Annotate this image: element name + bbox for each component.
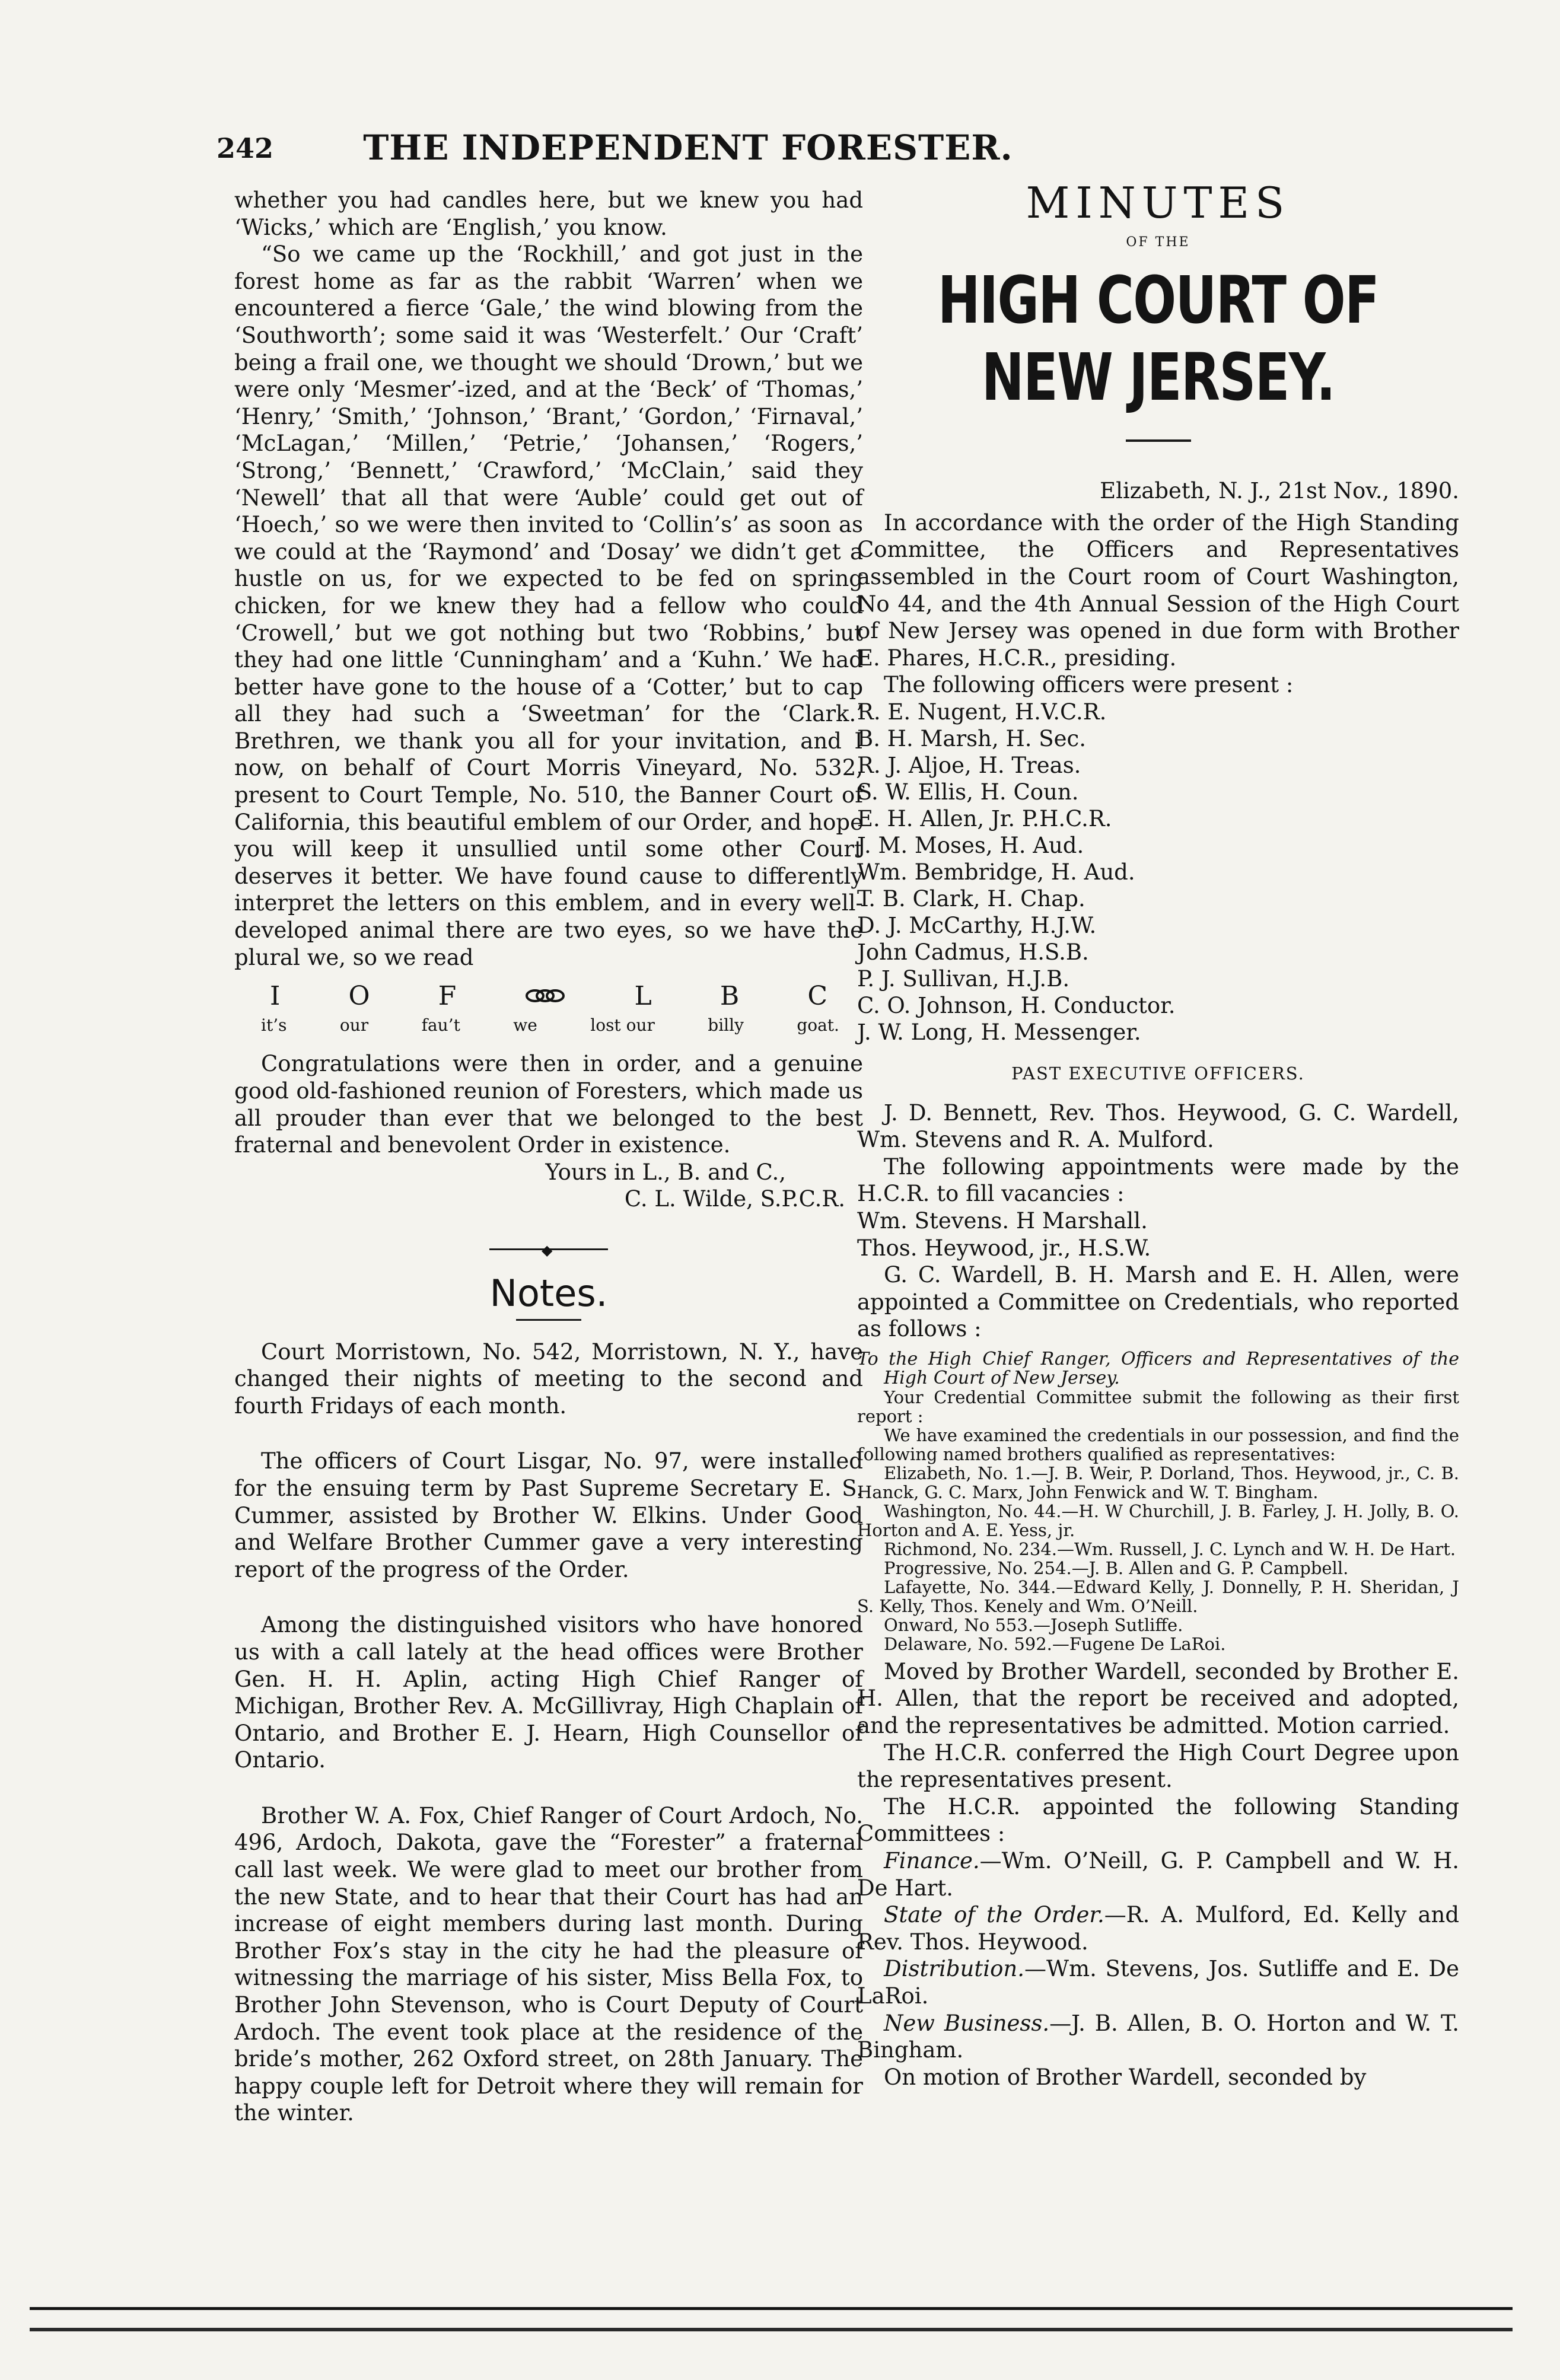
officer-entry: D. J. McCarthy, H.J.W. [857, 912, 1097, 938]
spacer [234, 1583, 863, 1611]
officer-entry: E. H. Allen, Jr. P.H.C.R. [857, 805, 1112, 831]
motto-word: it’s [261, 1015, 287, 1035]
motto-word: lost our [590, 1015, 655, 1035]
motion-paragraph: Moved by Brother Wardell, seconded by Brother E. H. Allen, that the report be received and adopted, and the representatives be admitted. Motion carried. [857, 1658, 1459, 1739]
officer-entry: J. W. Long, H. Messenger. [857, 1019, 1141, 1045]
committee-members: —Wm. Stevens, Jos. Sutliffe and E. De LaRoi. [857, 1956, 1459, 2009]
officer-entry: R. J. Aljoe, H. Treas. [857, 752, 1081, 778]
motto-words [234, 1012, 863, 1039]
report-line: Lafayette, No. 344.—Edward Kelly, J. Donnelly, P. H. Sheridan, J S. Kelly, Thos. Kenely and Wm. O’Neill. [857, 1576, 1459, 1616]
dateline: Elizabeth, N. J., 21st Nov., 1890. [1100, 478, 1459, 504]
of-the-label: OF THE [1126, 234, 1190, 250]
committee-entry [857, 1955, 1459, 2009]
appointment-entry: Thos. Heywood, jr., H.S.W. [857, 1235, 1151, 1261]
motto-word: fau’t [421, 1015, 460, 1035]
committee-name: Distribution. [884, 1956, 1024, 1982]
credentials-report [857, 1388, 1459, 1653]
closing-paragraph: Congratulations were then in order, and a genuine good old-fashioned reunion of Foresters, which made us all prouder than ever that we belonged to the best fraternal and benevolent Order in existence. [234, 1051, 863, 1158]
left-column [234, 187, 863, 2127]
page-number: 242 [217, 132, 274, 164]
past-officers: J. D. Bennett, Rev. Thos. Heywood, G. C. Wardell, Wm. Stevens and R. A. Mulford. [857, 1100, 1459, 1153]
committee-name: State of the Order. [884, 1902, 1104, 1928]
officer-entry: Wm. Bembridge, H. Aud. [857, 859, 1135, 885]
ornamental-divider [489, 1248, 608, 1250]
motto-letter: B [719, 981, 740, 1012]
committee-entry [857, 1847, 1459, 1901]
report-line: Richmond, No. 234.—Wm. Russell, J. C. Lynch and W. H. De Hart. [884, 1538, 1456, 1559]
motto-letter: I [270, 981, 281, 1012]
appointments-intro: The following appointments were made by the H.C.R. to fill vacancies : [857, 1154, 1459, 1207]
minutes-heading: MINUTES [1026, 178, 1291, 228]
committee-entry [857, 2010, 1459, 2064]
motto-word: billy [708, 1015, 744, 1035]
motto-word: our [339, 1015, 369, 1035]
notes-heading: Notes. [489, 1271, 608, 1315]
motto-letter: O [348, 981, 370, 1012]
committee-members: —Wm. O’Neill, G. P. Campbell and W. H. De Hart. [857, 1848, 1459, 1901]
note-paragraph: Court Morristown, No. 542, Morristown, N. Y., have changed their nights of meeting to the second and fourth Fridays of each month. [234, 1339, 863, 1419]
standing-intro: The H.C.R. appointed the following Standing Committees : [857, 1793, 1459, 1847]
committee-name: New Business. [884, 2010, 1050, 2036]
motto-letters [234, 983, 863, 1012]
spacer [234, 1774, 863, 1802]
past-officers-heading: PAST EXECUTIVE OFFICERS. [1011, 1063, 1305, 1084]
divider [516, 1319, 581, 1321]
officer-entry: B. H. Marsh, H. Sec. [857, 725, 1086, 751]
motto-word: we [513, 1015, 537, 1035]
valediction: Yours in L., B. and C., [545, 1159, 786, 1185]
three-links-emblem-icon [524, 983, 566, 1012]
motto-letter: L [634, 981, 652, 1012]
appointment-entry: Wm. Stevens. H Marshall. [857, 1207, 1148, 1234]
report-address: To the High Chief Ranger, Officers and Representatives of the High Court of New Jersey. [857, 1348, 1459, 1388]
committee-name: Finance. [884, 1848, 980, 1874]
committee-members: —J. B. Allen, B. O. Horton and W. T. Bingham. [857, 2010, 1459, 2063]
journal-title: THE INDEPENDENT FORESTER. [363, 128, 1013, 168]
credentials-committee: G. C. Wardell, B. H. Marsh and E. H. Allen, were appointed a Committee on Credentials, who reported as follows : [857, 1262, 1459, 1342]
committee-entry [857, 1901, 1459, 1955]
right-column [857, 178, 1460, 2091]
report-line: Elizabeth, No. 1.—J. B. Weir, P. Dorland, Thos. Heywood, jr., C. B. Hanck, G. C. Marx, John Fenwick and W. T. Bingham. [857, 1463, 1459, 1502]
officer-entry: J. M. Moses, H. Aud. [857, 832, 1084, 858]
report-line: Delaware, No. 592.—Fugene De LaRoi. [884, 1633, 1226, 1654]
spacer [234, 1419, 863, 1448]
report-line: Washington, No. 44.—H. W Churchill, J. B. Farley, J. H. Jolly, B. O. Horton and A. E. Yess, jr. [857, 1500, 1459, 1540]
divider [1126, 439, 1191, 442]
note-paragraph: Brother W. A. Fox, Chief Ranger of Court Ardoch, No. 496, Ardoch, Dakota, gave the “Forester” a fraternal call last week. We were glad to meet our brother from the new State, and to hear that their Court has had an increase of eight members during last month. During Brother Fox’s stay in the city he had the pleasure of witnessing the marriage of his sister, Miss Bella Fox, to Brother John Stevenson, who is Court Deputy of Court Ardoch. The event took place at the residence of the bride’s mother, 262 Oxford street, on 28th January. The happy couple left for Detroit where they will remain for the winter. [234, 1802, 863, 2126]
report-line: Progressive, No. 254.—J. B. Allen and G. P. Campbell. [884, 1557, 1349, 1578]
final-line: On motion of Brother Wardell, seconded by [884, 2064, 1367, 2090]
signature: C. L. Wilde, S.P.C.R. [624, 1186, 845, 1212]
committee-members: —R. A. Mulford, Ed. Kelly and Rev. Thos. Heywood. [857, 1902, 1460, 1955]
bottom-rule [30, 2307, 1513, 2310]
officer-entry: R. E. Nugent, H.V.C.R. [857, 699, 1107, 725]
opening-paragraph: In accordance with the order of the High Standing Committee, the Officers and Representatives assembled in the Court room of Court Washington, No 44, and the 4th Annual Session of the High Court of New Jersey was opened in due form with Brother E. Phares, H.C.R., presiding. [857, 509, 1459, 671]
officers-list [857, 699, 1459, 1046]
report-line: Your Credential Committee submit the following as their first report : [857, 1387, 1459, 1426]
motto-letter: F [438, 981, 457, 1012]
officer-entry: S. W. Ellis, H. Coun. [857, 779, 1079, 805]
officer-entry: P. J. Sullivan, H.J.B. [857, 966, 1070, 992]
note-paragraph: Among the distinguished visitors who have honored us with a call lately at the head offices were Brother Gen. H. H. Aplin, acting High Chief Ranger of Michigan, Brother Rev. A. McGillivray, High Chaplain of Ontario, and Brother E. J. Hearn, High Counsellor of Ontario. [234, 1612, 863, 1773]
motto-word: goat. [797, 1015, 839, 1035]
officer-entry: C. O. Johnson, H. Conductor. [857, 992, 1176, 1018]
officer-entry: T. B. Clark, H. Chap. [857, 885, 1085, 912]
bottom-band [30, 2328, 1513, 2331]
officer-entry: John Cadmus, H.S.B. [857, 939, 1089, 965]
report-line: Onward, No 553.—Joseph Sutliffe. [884, 1614, 1183, 1635]
motto-letter: C [807, 981, 827, 1012]
letter-paragraph: “So we came up the ‘Rockhill,’ and got just in the forest home as far as the rabbit ‘Warren’ when we encountered a fierce ‘Gale,’ the wind blowing from the ‘Southworth’; some said it was ‘Westerfelt.’ Our ‘Craft’ being a frail one, we thought we should ‘Drown,’ but we were only ‘Mesmer’-ized, and at the ‘Beck’ of ‘Thomas,’ ‘Henry,’ ‘Smith,’ ‘Johnson,’ ‘Brant,’ ‘Gordon,’ ‘Firnaval,’ ‘McLagan,’ ‘Millen,’ ‘Petrie,’ ‘Johansen,’ ‘Rogers,’ ‘Strong,’ ‘Bennett,’ ‘Crawford,’ ‘McClain,’ said they ‘Newell’ that all that were ‘Auble’ could get out of ‘Hoech,’ so we were then invited to ‘Collin’s’ as soon as we could at the ‘Raymond’ and ‘Dosay’ we didn’t get a hustle on us, for we expected to be fed on spring chicken, for we knew they had a fellow who could ‘Crowell,’ but we got nothing but two ‘Robbins,’ but they had one little ‘Cunningham’ and a ‘Kuhn.’ We had better have gone to the house of a ‘Cotter,’ but to cap all they had such a ‘Sweetman’ for the ‘Clark.’ Brethren, we thank you all for your invitation, and I now, on behalf of Court Morris Vineyard, No. 532, present to Court Temple, No. 510, the Banner Court of California, this beautiful emblem of our Order, and hope you will keep it unsullied until some other Court deserves it better. We have found cause to differently interpret the letters on this emblem, and in every well-developed animal there are two eyes, so we have the plural we, so we read [234, 241, 863, 970]
report-line: We have examined the credentials in our possession, and find the following named brothers qualified as representatives: [857, 1425, 1459, 1464]
page-header [217, 128, 1160, 175]
degree-paragraph: The H.C.R. conferred the High Court Degree upon the representatives present. [857, 1739, 1459, 1793]
officers-intro: The following officers were present : [884, 672, 1294, 698]
court-heading: HIGH COURT OF NEW JERSEY. [937, 262, 1379, 416]
letter-paragraph: whether you had candles here, but we knew you had ‘Wicks,’ which are ‘English,’ you know. [234, 187, 863, 240]
note-paragraph: The officers of Court Lisgar, No. 97, were installed for the ensuing term by Past Supreme Secretary E. S. Cummer, assisted by Brother W. Elkins. Under Good and Welfare Brother Cummer gave a very interesting report of the progress of the Order. [234, 1448, 863, 1582]
